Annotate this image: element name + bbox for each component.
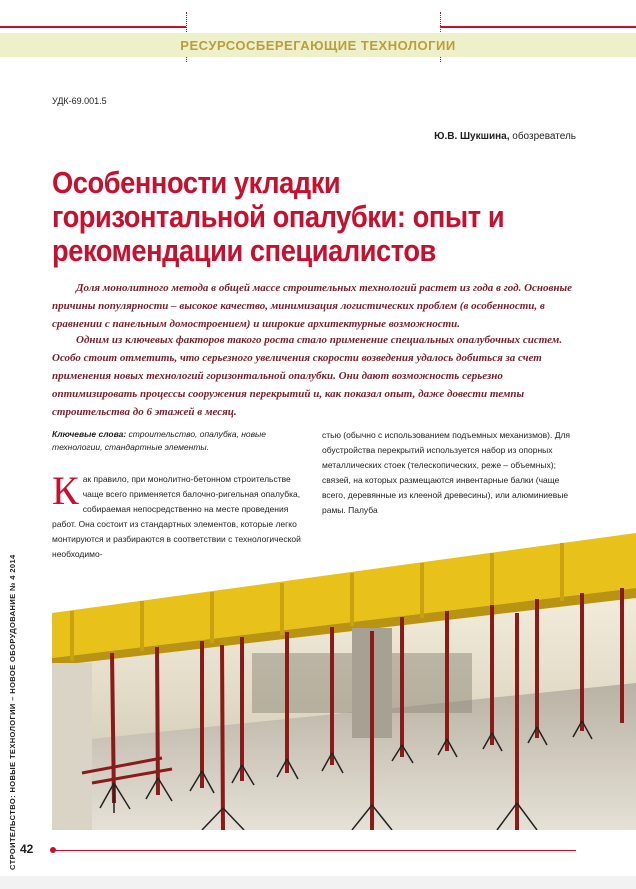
author-line (434, 131, 576, 142)
keywords-text: строительство, опалубка, новые технологии, стандартные элементы. (52, 429, 267, 452)
body-column-2: стью (обычно с использованием подъемных механизмов). Для обустройства перекрытий используется набор из опорных металлических стоек (телескопических, реже – объемных); связей, на которых размещаются инвентарные балки (чаще всего, деревянные из клееной древесины), или алюминиевые рамы. Палуба (322, 430, 571, 515)
journal-name: СТРОИТЕЛЬСТВО: НОВЫЕ ТЕХНОЛОГИИ – НОВОЕ ОБОРУДОВАНИЕ № 4 2014 (8, 554, 17, 870)
article-title: Особенности укладки горизонтальной опалубки: опыт и рекомендации специалистов (52, 165, 505, 268)
header-rule-left (0, 26, 186, 28)
drop-cap: К (52, 468, 79, 513)
keywords-label: Ключевые слова: (52, 429, 127, 439)
formwork-photo (52, 533, 636, 830)
lead-paragraph: Одним из ключевых факторов такого роста стало применение специальных опалубочных систем. Особо стоит отметить, что серьезного увеличения скорости возведения удалось добиться за счет применения новых технологий горизонтальной опалубки. Они дают возможность серьезно оптимизировать процессы сооружения перекрытий и, как показал опыт, даже довести темпы строительства до 6 этажей в месяц. (52, 334, 563, 418)
lead-paragraph: Доля монолитного метода в общей массе строительных технологий растет из года в год. Основные причины популярности – высокое качество, минимизация логистических проблем (в особенности, в сравнении с панельным домостроением) и широкие архитектурные возможности. (52, 282, 573, 330)
journal-sidebar (8, 554, 22, 870)
body-text: ак правило, при монолитно-бетонном строительстве чаще всего применяется балочно-ригельная опалубка, собираемая непосредственно на месте проведения работ. Она состоит из стандартных элементов, которые легко монтируются и разбираются в соответствии с технологической необходимо- (52, 474, 301, 559)
formwork-photo-image (52, 533, 636, 830)
author-role: обозреватель (509, 131, 576, 142)
author-name: Ю.В. Шукшина, (434, 131, 510, 142)
page-number: 42 (20, 842, 34, 856)
section-rubric: РЕСУРСОСБЕРЕГАЮЩИЕ ТЕХНОЛОГИИ (180, 38, 456, 53)
footer-rule (52, 850, 576, 851)
footer-strip (0, 876, 636, 889)
header-rule-right (440, 26, 636, 28)
keywords (52, 428, 304, 454)
udk-code: УДК-69.001.5 (52, 96, 107, 106)
